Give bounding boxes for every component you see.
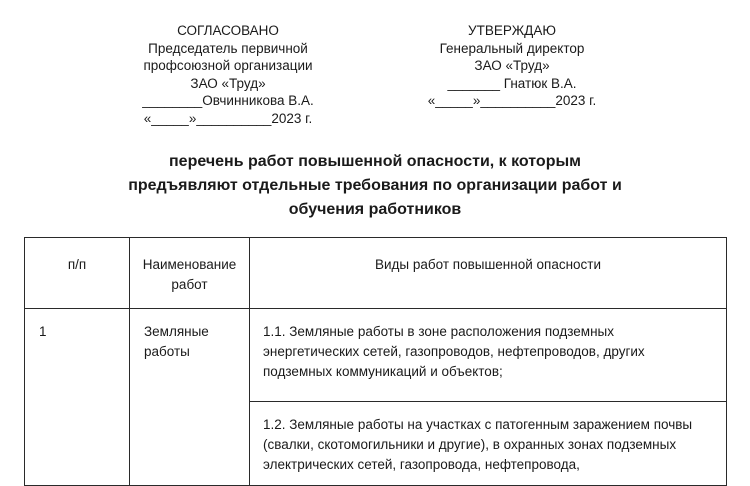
- header-work-name: Наименование работ: [130, 238, 250, 309]
- title-line: предъявляют отдельные требования по организации работ и: [128, 177, 622, 194]
- approved-position: Генеральный директор: [439, 40, 585, 56]
- document-title: [60, 150, 690, 222]
- work-name-cell: [130, 309, 250, 486]
- work-name: Земляные: [144, 324, 209, 339]
- approved-signature: _______ Гнатюк В.А.: [447, 75, 577, 91]
- title-line: перечень работ повышенной опасности, к которым: [169, 153, 581, 170]
- approval-block-approved: [382, 22, 642, 110]
- title-line: обучения работников: [288, 201, 462, 218]
- row-number-cell: [25, 309, 130, 486]
- work-type-cell: 1.1. Земляные работы в зоне расположения подземных энергетических сетей, газопроводов, нефтепроводов, других подземных коммуникаций и объектов;: [250, 309, 727, 402]
- work-type-cell: 1.2. Земляные работы на участках с патогенным заражением почвы (свалки, скотомогильники и другие), в охранных зонах подземных электрических сетей, газопровода, нефтепровода,: [250, 402, 727, 486]
- approved-heading: УТВЕРЖДАЮ: [468, 23, 556, 38]
- agreed-date: «_____»__________2023 г.: [143, 110, 313, 126]
- approved-company: ЗАО «Труд»: [474, 58, 550, 73]
- agreed-signature: ________Овчинникова В.А.: [142, 93, 314, 108]
- agreed-heading: СОГЛАСОВАНО: [177, 23, 279, 38]
- agreed-company: ЗАО «Труд»: [190, 75, 266, 91]
- approval-block-agreed: [98, 22, 358, 127]
- table-row: [25, 309, 727, 402]
- hazardous-works-table: [24, 237, 727, 486]
- table-header-row: [25, 238, 727, 309]
- approved-date: «_____»__________2023 г.: [427, 93, 597, 108]
- header-work-types: Виды работ повышенной опасности: [250, 238, 727, 309]
- agreed-position: Председатель первичной: [148, 40, 308, 56]
- agreed-organization: профсоюзной организации: [143, 58, 313, 73]
- header-number: п/п: [25, 238, 130, 309]
- work-name: работы: [144, 344, 190, 359]
- row-number: 1: [39, 324, 47, 339]
